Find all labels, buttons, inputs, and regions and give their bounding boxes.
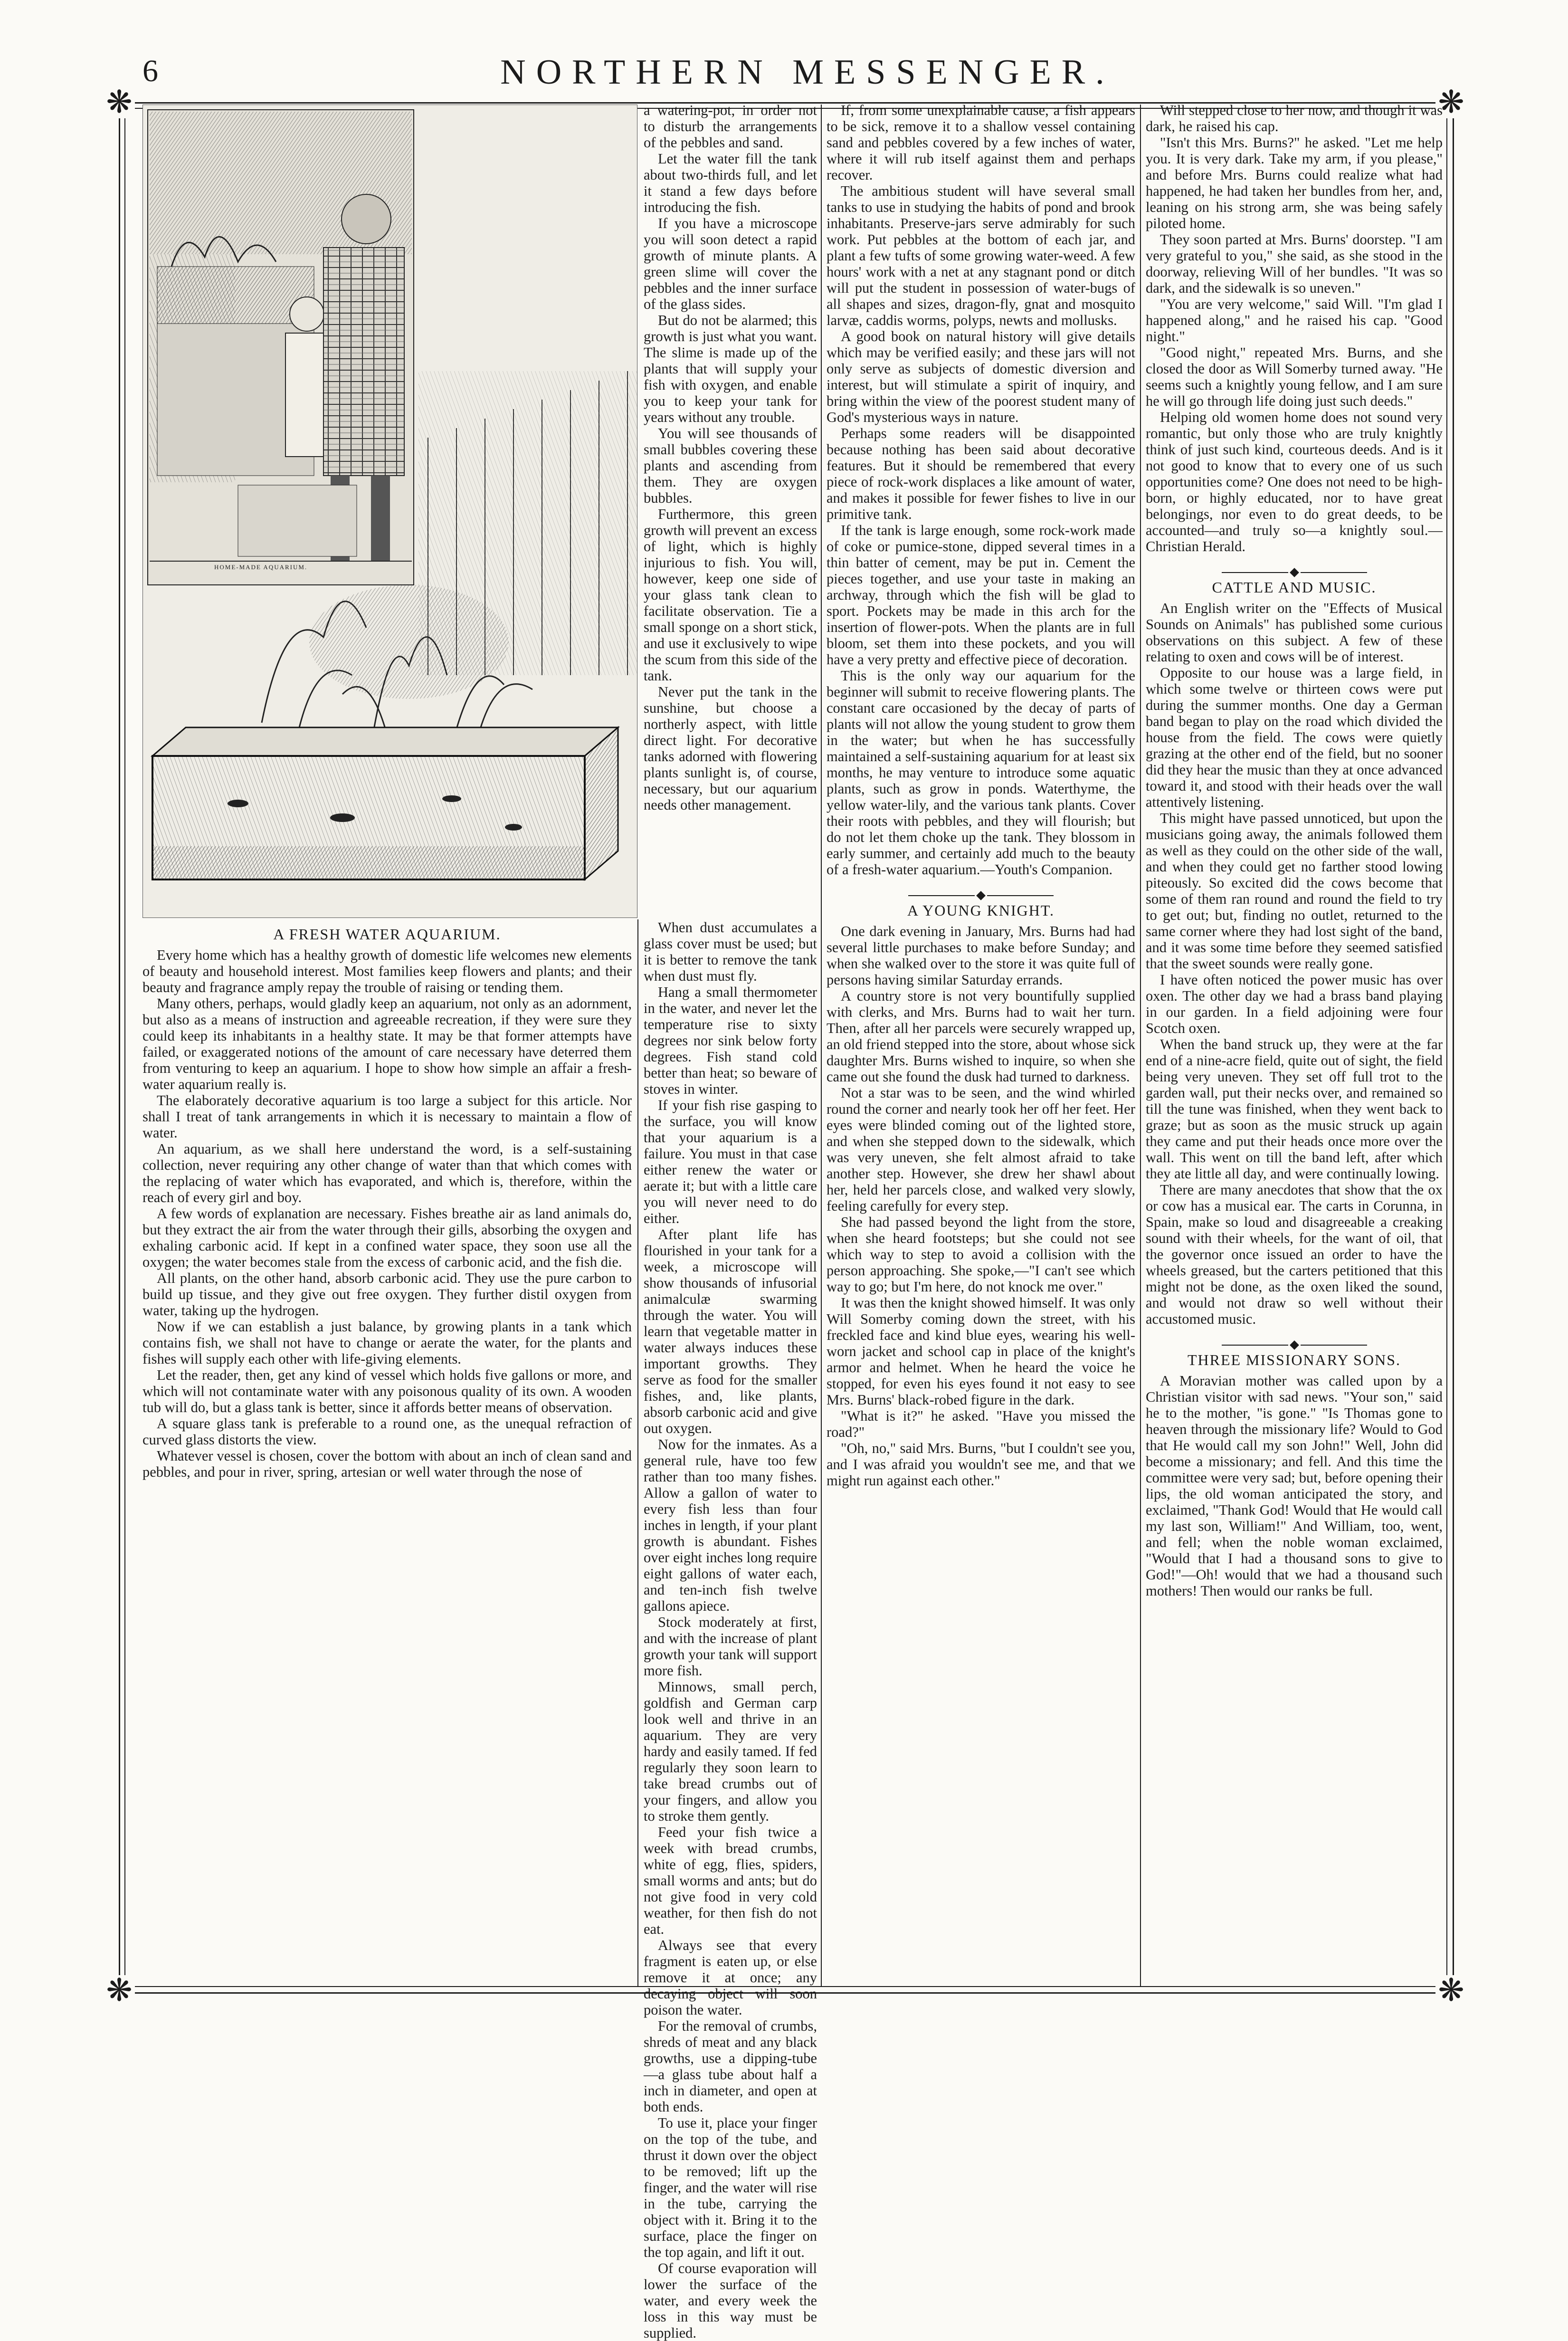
column-2	[489, 102, 817, 919]
paragraph: Every home which has a healthy growth of domestic life welcomes new elements of beauty and household interest. Most families keep flowers and plants; and their beauty and fragrance amply repay the trouble of raising or tending them.	[143, 947, 632, 995]
paragraph: a watering-pot, in order not to disturb the arrangements of the pebbles and sand.	[644, 102, 817, 151]
paragraph: Will stepped close to her now, and though it was dark, he raised his cap.	[1146, 102, 1443, 134]
paragraph: All plants, on the other hand, absorb carbonic acid. They use the pure carbon to build up tissue, and they give out free oxygen. They further distil oxygen from water, taking up the hydrogen.	[143, 1270, 632, 1319]
paragraph: If the tank is large enough, some rock-work made of coke or pumice-stone, dipped several times in a thin batter of cement, may be put in. Cement the pieces together, and use your taste in making an archway, through which the fish will be glad to sport. Pockets may be made in this arch for the insertion of flower-pots. When the plants are in full bloom, set them into these pockets, and you will have a very pretty and effective piece of decoration.	[827, 522, 1135, 668]
paragraph: Let the water fill the tank about two-thirds full, and let it stand a few days before introducing the fish.	[644, 151, 817, 215]
paragraph: When dust accumulates a glass cover must be used; but it is better to remove the tank when dust must fly.	[644, 919, 817, 984]
paragraph: This might have passed unnoticed, but upon the musicians going away, the animals followed them as well as they could on the other side of the wall, and when they could get no farther stood lowing piteously. So excited did the cows become that some of them ran round and round the field to try to get out; but, finding no outlet, returned to the same corner where they had lost sight of the band, and it was some time before they seemed satisfied that the sweet sounds were really gone.	[1146, 810, 1443, 972]
column-rule	[1140, 105, 1141, 1986]
paragraph: A square glass tank is preferable to a round one, as the unequal refraction of curved glass distorts the view.	[143, 1415, 632, 1448]
paragraph: "What is it?" he asked. "Have you missed the road?"	[827, 1408, 1135, 1440]
corner-ornament-icon: ❋	[1435, 1975, 1467, 2007]
corner-ornament-icon: ❋	[104, 87, 135, 118]
paragraph: When the band struck up, they were at the far end of a nine-acre field, quite out of sight, the field being very uneven. They set off full trot to the garden wall, put their necks over, and remained so till the tune was finished, when they went back to graze; but as soon as the music struck up again they came and put their heads once more over the wall. This went on till the band left, after which they ate little all day, and were continually lowing.	[1146, 1036, 1443, 1182]
paragraph: Whatever vessel is chosen, cover the bottom with about an inch of clean sand and pebbles, and pour in river, spring, artesian or well water through the nose of	[143, 1448, 632, 1480]
paragraph: Now if we can establish a just balance, by growing plants in a tank which contains fish, we shall not have to change or aerate the water, for the plants and fishes will supply each other with life-giving elements.	[143, 1319, 632, 1367]
paragraph: Not a star was to be seen, and the wind whirled round the corner and nearly took her off her feet. Her eyes were blinded coming out of the lighted store, and when she stepped down to the sidewalk, which was very uneven, she felt almost afraid to take another step. However, she drew her shawl about her, held her parcels close, and walked very slowly, feeling carefully for every step.	[827, 1085, 1135, 1214]
masthead-title: NORTHERN MESSENGER.	[500, 53, 1115, 92]
paragraph: An aquarium, as we shall here understand the word, is a self-sustaining collection, never requiring any other change of water than that which comes with the replacing of water which has evaporated, and which is, therefore, within the reach of every girl and boy.	[143, 1141, 632, 1205]
paragraph: It was then the knight showed himself. It was only Will Somerby coming down the street, with his freckled face and kind blue eyes, wearing his well-worn jacket and school cap in place of the knight's armor and helmet. When he heard the voice he stopped, for even his eyes found it not easy to see Mrs. Burns' black-robed figure in the dark.	[827, 1295, 1135, 1408]
paragraph: Perhaps some readers will be disappointed because nothing has been said about decorative features. But it should be remembered that every piece of rock-work displaces a like amount of water, and makes it possible for fewer fishes to live in our primitive tank.	[827, 425, 1135, 522]
section-ornament	[827, 886, 1135, 896]
paragraph: Opposite to our house was a large field, in which some twelve or thirteen cows were put during the summer months. One day a German band began to play on the road which divided the house from the field. The cows were quietly grazing at the other end of the field, but no sooner did they hear the music than they at once advanced toward it, and stood with their heads over the wall attentively listening.	[1146, 665, 1443, 810]
section-ornament	[1146, 563, 1443, 573]
paragraph: "Good night," repeated Mrs. Burns, and she closed the door as Will Somerby turned away. "He seems such a knightly young fellow, and I am sure he will go through life doing just such deeds."	[1146, 344, 1443, 409]
corner-ornament-icon: ❋	[1435, 87, 1467, 118]
column-3	[827, 102, 1135, 1489]
article-title-cattle-and-music: CATTLE AND MUSIC.	[1212, 579, 1377, 596]
paragraph: An English writer on the "Effects of Musical Sounds on Animals" has published some curious observations on this subject. A few of these relating to oxen and cows will be of interest.	[1146, 600, 1443, 665]
paragraph: Feed your fish twice a week with bread crumbs, white of egg, flies, spiders, small worms and ants; but do not give food in very cold weather, for then fish do not eat.	[644, 1824, 817, 1937]
illustration-caption: HOME-MADE AQUARIUM.	[214, 564, 308, 571]
column-rule	[637, 919, 638, 1986]
paragraph: After plant life has flourished in your tank for a week, a microscope will show thousands of infusorial animalculæ swarming through the water. You will learn that vegetable matter in water always induces these important growths. They serve as food for the smaller fishes, and, like plants, absorb carbonic acid and give out oxygen.	[644, 1226, 817, 1436]
article-title-three-missionary-sons: THREE MISSIONARY SONS.	[1187, 1351, 1401, 1368]
column-4	[1146, 102, 1443, 1599]
paragraph: If you have a microscope you will soon detect a rapid growth of minute plants. A green slime will cover the pebbles and the inner surface of the glass sides.	[644, 215, 817, 312]
paragraph: The ambitious student will have several small tanks to use in studying the habits of pond and brook inhabitants. Preserve-jars serve admirably for such work. Put pebbles at the bottom of each jar, and plant a few tufts of some growing water-weed. A few hours' work with a net at any stagnant pond or ditch will put the student in possession of water-bugs of all shapes and sizes, dragon-fly, gnat and mosquito larvæ, caddis worms, polyps, newts and mollusks.	[827, 183, 1135, 328]
paragraph: A few words of explanation are necessary. Fishes breathe air as land animals do, but they extract the air from the water through their gills, absorbing the oxygen and exhaling carbonic acid. If kept in a confined water space, they soon use all the oxygen; the water becomes stale from the excess of carbonic acid, and the fish die.	[143, 1205, 632, 1270]
paragraph: She had passed beyond the light from the store, when she heard footsteps; but she could not see which way to step to avoid a collision with the person approaching. She spoke,—"I can't see which way to go; but I'm here, do not knock me over."	[827, 1214, 1135, 1295]
paragraph: They soon parted at Mrs. Burns' doorstep. "I am very grateful to you," she said, as she stood in the doorway, relieving Will of her bundles. "It was so dark, and the sidewalk is so uneven."	[1146, 231, 1443, 296]
paragraph: I have often noticed the power music has over oxen. The other day we had a brass band playing in our garden. In a field adjoining were four Scotch oxen.	[1146, 972, 1443, 1036]
paragraph: There are many anecdotes that show that the ox or cow has a musical ear. The carts in Corunna, in Spain, make so loud and disagreeable a creaking sound with their wheels, for the want of oil, that the governor once issued an order to have the wheels greased, but the carters petitioned that this might not be done, as the oxen liked the sound, and would not draw so well without their accustomed music.	[1146, 1182, 1443, 1327]
paragraph: Furthermore, this green growth will prevent an excess of light, which is highly injurious to fish. You will, however, keep one side of your glass tank clean to facilitate observation. Tie a small sponge on a short stick, and use it exclusively to wipe the scum from this side of the tank.	[644, 506, 817, 684]
paragraph: "Isn't this Mrs. Burns?" he asked. "Let me help you. It is very dark. Take my arm, if you please," and before Mrs. Burns could realize what had happened, he had taken her bundles from her, and, leaning on his strong arm, she was being safely piloted home.	[1146, 134, 1443, 231]
paragraph: Stock moderately at first, and with the increase of plant growth your tank will support more fish.	[644, 1614, 817, 1679]
paragraph: For the removal of crumbs, shreds of meat and any black growths, use a dipping-tube—a glass tube about half a inch in diameter, and open at both ends.	[644, 2018, 817, 2115]
paragraph: To use it, place your finger on the top of the tube, and thrust it down over the object to be removed; lift up the finger, and the water will rise in the tube, carrying the object with it. Bring it to the surface, place the finger on the top again, and lift it out.	[644, 2115, 817, 2260]
column-2-lower	[644, 919, 817, 2341]
paragraph: "You are very welcome," said Will. "I'm glad I happened along," and he raised his cap. "Good night."	[1146, 296, 1443, 344]
page-number: 6	[143, 54, 158, 88]
paragraph: Always see that every fragment is eaten up, or else remove it at once; any decaying object will soon poison the water.	[644, 1937, 817, 2018]
corner-ornament-icon: ❋	[104, 1975, 135, 2007]
paragraph: This is the only way our aquarium for the beginner will submit to receive flowering plants. The constant care occasioned by the decay of parts of plants will not allow the young student to grow them in the water; but when he has successfully maintained a self-sustaining aquarium for at least six months, he may venture to introduce some aquatic plants, such as grow in ponds. Waterthyme, the yellow water-lily, and the various tank plants. Cover their roots with pebbles, and they will flourish; but do not let them choke up the tank. They blossom in early summer, and certainly add much to the beauty of a fresh-water aquarium.—Youth's Companion.	[827, 668, 1135, 878]
paragraph: Now for the inmates. As a general rule, have too few rather than too many fishes. Allow a gallon of water to every fish less than four inches in length, if your plant growth is abundant. Fishes over eight inches long require eight gallons of water each, and ten-inch fish twelve gallons apiece.	[644, 1436, 817, 1614]
column-rule	[821, 105, 822, 1986]
article-title-fresh-water-aquarium: A FRESH WATER AQUARIUM.	[273, 926, 501, 943]
paragraph: Minnows, small perch, goldfish and German carp look well and thrive in an aquarium. They are very hardy and easily tamed. If fed regularly they soon learn to take bread crumbs out of your fingers, and allow you to stroke them gently.	[644, 1679, 817, 1824]
paragraph: Many others, perhaps, would gladly keep an aquarium, not only as an adornment, but also as a means of instruction and agreeable recreation, if they were sure they could keep its inhabitants in a healthy state. It may be that former attempts have failed, or exaggerated notions of the amount of care necessary have deterred them from venturing to keep an aquarium. I hope to show how simple an affair a fresh-water aquarium really is.	[143, 995, 632, 1092]
paragraph: "Oh, no," said Mrs. Burns, "but I couldn't see you, and I was afraid you wouldn't see me, and that we might run against each other."	[827, 1440, 1135, 1489]
paragraph: But do not be alarmed; this growth is just what you want. The slime is made up of the plants that will supply your fish with oxygen, and enable you to keep your tank for years without any trouble.	[644, 312, 817, 425]
paragraph: A Moravian mother was called upon by a Christian visitor with sad news. "Your son," said he to the mother, "is gone." "Is Thomas gone to heaven through the missionary life? Would to God that He would call my son John!" Well, John did become a missionary; and fell. And this time the committee were very sad; but, before opening their lips, the old woman anticipated the story, and exclaimed, "Thank God! Would that He would call my last son, William!" And William, too, went, and fell; when the noble woman exclaimed, "Would that I had a thousand sons to give to God!"—Oh! would that we had a thousand such mothers! Then would our ranks be full.	[1146, 1373, 1443, 1599]
paragraph: Let the reader, then, get any kind of vessel which holds five gallons or more, and which will not contaminate water with any poisonous quality of its own. A wooden tub will do, but a glass tank is better, since it affords better means of observation.	[143, 1367, 632, 1415]
article-title-young-knight: A YOUNG KNIGHT.	[907, 902, 1055, 919]
paragraph: The elaborately decorative aquarium is too large a subject for this article. Nor shall I treat of tank arrangements in which it is necessary to maintain a flow of water.	[143, 1092, 632, 1141]
paragraph: One dark evening in January, Mrs. Burns had had several little purchases to make before Sunday; and when she walked over to the store it was quite full of persons having similar Saturday errands.	[827, 923, 1135, 988]
column-1	[143, 919, 632, 1480]
paragraph: If your fish rise gasping to the surface, you will know that your aquarium is a failure. You must in that case either renew the water or aerate it; but with a little care you will never need to do either.	[644, 1097, 817, 1226]
paragraph: Helping old women home does not sound very romantic, but only those who are truly knightly think of just such kind, courteous deeds. And is it not good to know that to every one of us such opportunities come? One does not need to be high-born, or highly educated, nor to have great belongings, nor even to do great deeds, to be accounted—and truly so—a knightly soul.—Christian Herald.	[1146, 409, 1443, 554]
paragraph: If, from some unexplainable cause, a fish appears to be sick, remove it to a shallow vessel containing sand and pebbles covered by a few inches of water, where it will rub itself against them and perhaps recover.	[827, 102, 1135, 183]
paragraph: A good book on natural history will give details which may be verified easily; and these jars will not only serve as subjects of domestic diversion and interest, but will stimulate a spirit of inquiry, and bring within the view of the poorest student many of God's mysterious ways in nature.	[827, 328, 1135, 425]
paragraph: Hang a small thermometer in the water, and never let the temperature rise to sixty degrees nor sink below forty degrees. Fish stand cold better than heat; so beware of stoves in winter.	[644, 984, 817, 1097]
paragraph: A country store is not very bountifully supplied with clerks, and Mrs. Burns had to wait her turn. Then, after all her parcels were securely wrapped up, an old friend stepped into the store, about whose sick daughter Mrs. Burns wished to inquire, so when she came out she found the dusk had turned to darkness.	[827, 988, 1135, 1085]
paragraph: You will see thousands of small bubbles covering these plants and ascending from them. They are oxygen bubbles.	[644, 425, 817, 506]
section-ornament	[1146, 1336, 1443, 1345]
paragraph: Of course evaporation will lower the surface of the water, and every week the loss in this way must be supplied.	[644, 2260, 817, 2341]
paragraph: Never put the tank in the sunshine, but choose a northerly aspect, with little direct light. For decorative tanks adorned with flowering plants sunlight is, of course, necessary, but our aquarium needs other management.	[644, 684, 817, 813]
